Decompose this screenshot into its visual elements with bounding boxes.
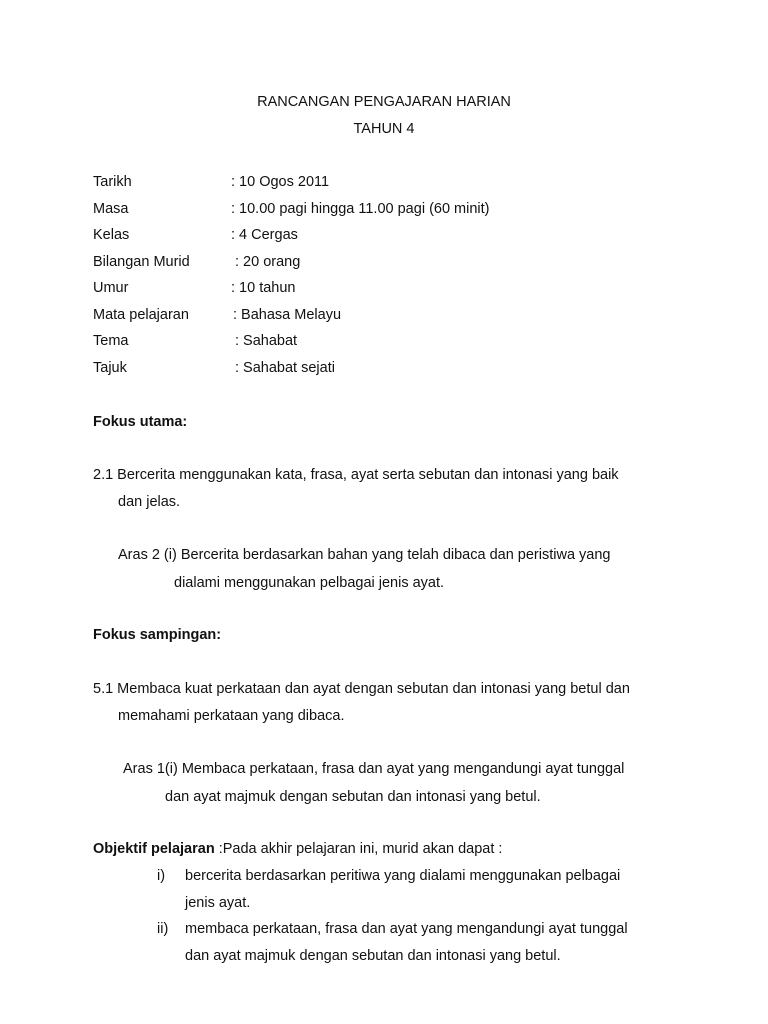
document-title: RANCANGAN PENGAJARAN HARIAN bbox=[257, 94, 511, 110]
info-value-tema: : Sahabat bbox=[235, 333, 298, 349]
info-value-mata-pelajaran: : Bahasa Melayu bbox=[233, 307, 342, 323]
objektif-item-2-line2: dan ayat majmuk dengan sebutan dan intonasi yang betul. bbox=[185, 948, 561, 964]
fokus-utama-aras-line1: Aras 2 (i) Bercerita berdasarkan bahan yang telah dibaca dan peristiwa yang bbox=[118, 547, 611, 563]
info-value-bilangan-murid: : 20 orang bbox=[235, 254, 301, 270]
info-label-tajuk: Tajuk bbox=[93, 360, 127, 376]
objektif-intro: :Pada akhir pelajaran ini, murid akan dapat : bbox=[214, 841, 503, 857]
fokus-sampingan-item-line1: 5.1 Membaca kuat perkataan dan ayat dengan sebutan dan intonasi yang betul dan bbox=[93, 681, 630, 697]
info-label-tarikh: Tarikh bbox=[93, 174, 132, 190]
info-label-masa: Masa bbox=[93, 201, 129, 217]
fokus-utama-aras-line2: dialami menggunakan pelbagai jenis ayat. bbox=[174, 575, 445, 591]
info-label-tema: Tema bbox=[93, 333, 129, 349]
objektif-item-1-line1: bercerita berdasarkan peritiwa yang dialami menggunakan pelbagai bbox=[185, 868, 621, 884]
objektif-item-2-number: ii) bbox=[157, 921, 169, 937]
objektif-item-2-line1: membaca perkataan, frasa dan ayat yang mengandungi ayat tunggal bbox=[185, 921, 628, 937]
fokus-sampingan-aras-line2: dan ayat majmuk dengan sebutan dan intonasi yang betul. bbox=[165, 789, 541, 805]
objektif-line bbox=[93, 842, 502, 857]
fokus-utama-item-line1: 2.1 Bercerita menggunakan kata, frasa, ayat serta sebutan dan intonasi yang baik bbox=[93, 467, 619, 483]
document-subtitle: TAHUN 4 bbox=[353, 121, 415, 137]
info-label-umur: Umur bbox=[93, 280, 129, 296]
fokus-utama-item-line2: dan jelas. bbox=[118, 494, 181, 510]
info-label-mata-pelajaran: Mata pelajaran bbox=[93, 307, 189, 323]
info-value-masa: : 10.00 pagi hingga 11.00 pagi (60 minit) bbox=[231, 201, 490, 217]
info-value-umur: : 10 tahun bbox=[231, 280, 296, 296]
info-value-tajuk: : Sahabat sejati bbox=[235, 360, 335, 376]
objektif-item-1-number: i) bbox=[157, 868, 166, 884]
fokus-sampingan-heading: Fokus sampingan: bbox=[93, 627, 222, 643]
info-label-bilangan-murid: Bilangan Murid bbox=[93, 254, 190, 270]
fokus-sampingan-aras-line1: Aras 1(i) Membaca perkataan, frasa dan ayat yang mengandungi ayat tunggal bbox=[123, 761, 625, 777]
fokus-sampingan-item-line2: memahami perkataan yang dibaca. bbox=[118, 708, 345, 724]
info-value-tarikh: : 10 Ogos 2011 bbox=[231, 174, 330, 190]
objektif-heading: Objektif pelajaran bbox=[93, 841, 215, 857]
info-label-kelas: Kelas bbox=[93, 227, 130, 243]
fokus-utama-heading: Fokus utama: bbox=[93, 414, 188, 430]
objektif-item-1-line2: jenis ayat. bbox=[185, 895, 251, 911]
info-value-kelas: : 4 Cergas bbox=[231, 227, 298, 243]
